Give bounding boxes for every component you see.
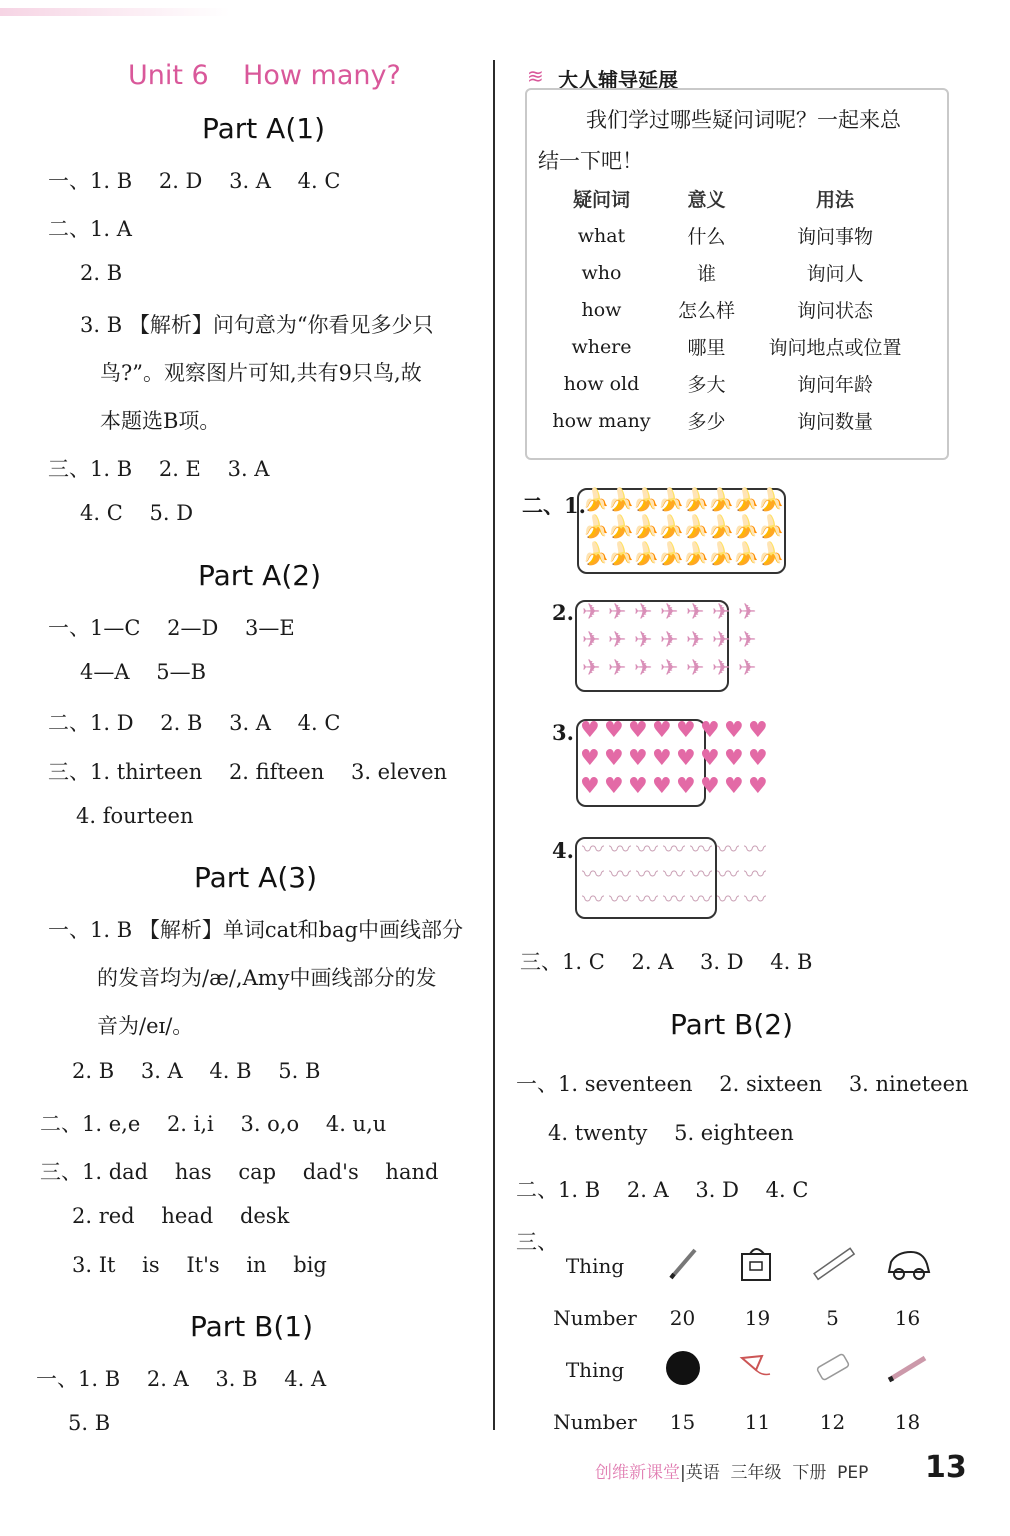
number-cell: 11 [744,1410,771,1434]
number-cell: 5 [826,1306,839,1330]
count-item: 🍌 [732,515,760,540]
word-cell: how many [552,409,651,432]
number-cell: 19 [744,1306,771,1330]
a3-line-2: 的发音均为/æ/,Amy中画线部分的发 [97,966,437,990]
page-number: 13 [925,1450,967,1485]
b2-line-3: 二、1. B 2. A 3. D 4. C [516,1178,809,1202]
usage-cell: 询问年龄 [797,374,874,396]
count-item: 〰 [717,863,740,888]
ruler-icon [795,1240,870,1292]
a1-line-4: 3. B 【解析】问句意为“你看见多少只 [80,313,434,337]
table-row [535,328,925,365]
table-row [535,365,925,402]
count-item: 〰 [609,888,632,913]
count-grid-3 [580,720,780,804]
count-label-1: 二、1. [522,493,586,518]
count-item: ✈ [686,600,705,625]
number-cell: 12 [819,1410,846,1434]
count-item: 🍌 [757,542,785,567]
table-row [535,254,925,291]
word-cell: what [577,224,626,247]
count-grid-4 [582,840,772,914]
col-header-word: 疑问词 [572,189,630,211]
count-item: ♥ [724,718,744,743]
count-item: ✈ [634,600,653,625]
count-item: 〰 [744,863,767,888]
b2-line-2: 4. twenty 5. eighteen [548,1121,794,1145]
page-footer [595,1458,868,1483]
count-item: 〰 [663,838,686,863]
count-item: ✈ [738,656,757,681]
a1-line-8: 4. C 5. D [80,501,194,525]
count-item: 〰 [609,863,632,888]
tip-header-icon: ≋ [527,64,544,88]
count-item: ♥ [676,718,696,743]
a2-line-5: 4. fourteen [76,804,194,828]
count-item: 〰 [582,863,605,888]
usage-cell: 询问事物 [797,226,874,248]
count-label-2: 2. [552,600,574,625]
count-item: 〰 [690,888,713,913]
number-cell: 16 [894,1306,921,1330]
number-cell: 20 [669,1306,696,1330]
number-label: Number [553,1410,637,1434]
tip-header: 大人辅导延展 [558,68,678,92]
ball-icon [645,1344,720,1396]
car-icon [870,1240,945,1292]
count-item: ♥ [676,774,696,799]
column-divider [493,60,495,1430]
count-item: ♥ [580,774,600,799]
col-header-usage: 用法 [816,189,855,211]
count-item: ♥ [652,718,672,743]
tip-intro-1: 我们学过哪些疑问词呢？一起来总 [586,108,901,132]
a1-line-3: 2. B [80,261,123,285]
count-item: ✈ [608,656,627,681]
pencil-icon [645,1240,720,1292]
count-grid-2 [582,602,762,686]
count-item: ✈ [608,600,627,625]
count-item: 🍌 [607,515,635,540]
count-item: ✈ [660,656,679,681]
count-item: ♥ [748,746,768,771]
tip-intro-2: 结一下吧！ [538,149,643,173]
number-cell: 15 [669,1410,696,1434]
count-item: 〰 [690,838,713,863]
crayon-icon [870,1344,945,1396]
count-item: ♥ [700,774,720,799]
a1-line-1: 一、1. B 2. D 3. A 4. C [48,169,341,193]
a2-line-1: 一、1—C 2—D 3—E [48,616,295,640]
count-item: ✈ [712,656,731,681]
count-item: ✈ [712,628,731,653]
footer-subject: |英语 三年级 下册 PEP [680,1463,869,1483]
count-item: ♥ [724,746,744,771]
a3-line-5: 二、1. e,e 2. i,i 3. o,o 4. u,u [40,1112,387,1136]
count-item: ♥ [580,746,600,771]
table-row [535,291,925,328]
meaning-cell: 多少 [687,411,726,433]
right-answer-3: 三、1. C 2. A 3. D 4. B [520,950,813,974]
thing-label: Thing [565,1358,625,1382]
count-item: 🍌 [732,542,760,567]
count-item: ♥ [700,718,720,743]
number-cell: 18 [894,1410,921,1434]
count-item: 🍌 [607,488,635,513]
number-row-1 [545,1292,945,1344]
count-item: ✈ [634,656,653,681]
count-item: 🍌 [632,542,660,567]
number-label: Number [553,1306,637,1330]
count-item: ♥ [652,746,672,771]
count-item: ♥ [628,746,648,771]
count-label-4: 4. [552,838,574,863]
b2-section-3-label: 三、 [516,1230,558,1254]
count-item: 🍌 [657,515,685,540]
word-cell: how old [563,372,640,395]
b1-line-1: 一、1. B 2. A 3. B 4. A [36,1367,327,1391]
count-item: 〰 [582,888,605,913]
part-b2-title: Part B(2) [670,1008,794,1041]
count-item: ✈ [660,600,679,625]
count-item: ♥ [604,718,624,743]
meaning-cell: 哪里 [687,337,726,359]
count-item: 🍌 [732,488,760,513]
word-cell: how [581,298,622,321]
count-item: 🍌 [707,515,735,540]
count-item: 〰 [636,838,659,863]
count-item: 🍌 [657,542,685,567]
part-b1-title: Part B(1) [190,1310,314,1343]
a3-line-8: 3. It is It's in big [72,1253,327,1277]
a3-line-1: 一、1. B 【解析】单词cat和bag中画线部分 [48,918,463,942]
count-item: 〰 [609,838,632,863]
count-item: 🍌 [757,488,785,513]
count-item: 🍌 [632,515,660,540]
question-word-table [535,180,925,439]
meaning-cell: 什么 [687,226,726,248]
a1-line-6: 本题选B项。 [100,409,221,433]
count-item: ♥ [628,774,648,799]
count-item: ♥ [700,746,720,771]
a2-line-3: 二、1. D 2. B 3. A 4. C [48,711,341,735]
count-item: 〰 [744,838,767,863]
count-grid-1 [582,490,792,570]
count-item: 〰 [663,863,686,888]
count-item: 🍌 [707,488,735,513]
footer-brand: 创维新课堂 [595,1463,680,1483]
thing-row-2 [545,1344,945,1396]
thing-number-table [545,1240,945,1448]
usage-cell: 询问人 [806,263,864,285]
usage-cell: 询问地点或位置 [768,337,902,359]
word-cell: who [581,261,622,284]
count-item: 〰 [717,838,740,863]
count-item: ✈ [582,628,601,653]
count-item: 〰 [582,838,605,863]
count-item: ✈ [582,600,601,625]
b2-line-1: 一、1. seventeen 2. sixteen 3. nineteen [516,1072,969,1096]
thing-row-1 [545,1240,945,1292]
table-row [535,402,925,439]
a3-line-7: 2. red head desk [72,1204,290,1228]
count-item: 🍌 [582,488,610,513]
a1-line-7: 三、1. B 2. E 3. A [48,457,270,481]
count-item: 🍌 [682,515,710,540]
part-a2-title: Part A(2) [198,559,321,592]
count-item: 🍌 [657,488,685,513]
count-item: ✈ [738,628,757,653]
count-item: ✈ [738,600,757,625]
count-item: ✈ [608,628,627,653]
a1-line-5: 鸟?”。观察图片可知,共有9只鸟,故 [100,361,422,385]
word-cell: where [571,335,632,358]
a1-line-2: 二、1. A [48,217,132,241]
count-item: ✈ [634,628,653,653]
count-item: ♥ [628,718,648,743]
count-item: ♥ [676,746,696,771]
count-item: 〰 [690,863,713,888]
a3-line-3: 音为/eɪ/。 [97,1014,194,1038]
count-item: 🍌 [682,488,710,513]
part-a1-title: Part A(1) [202,112,325,145]
count-item: ♥ [580,718,600,743]
count-item: ✈ [660,628,679,653]
count-item: 🍌 [582,542,610,567]
count-item: ✈ [582,656,601,681]
meaning-cell: 多大 [687,374,726,396]
a3-line-6: 三、1. dad has cap dad's hand [40,1160,439,1184]
count-item: ♥ [724,774,744,799]
table-row [535,217,925,254]
count-item: 〰 [663,888,686,913]
count-item: 〰 [717,888,740,913]
number-row-2 [545,1396,945,1448]
meaning-cell: 谁 [697,263,717,285]
count-item: ♥ [652,774,672,799]
b1-line-2: 5. B [68,1411,111,1435]
count-item: 🍌 [632,488,660,513]
thing-label: Thing [565,1254,625,1278]
part-a3-title: Part A(3) [194,861,317,894]
a2-line-4: 三、1. thirteen 2. fifteen 3. eleven [48,760,448,784]
col-header-meaning: 意义 [687,189,726,211]
header-decoration [0,8,230,16]
bag-icon [720,1240,795,1292]
count-label-3: 3. [552,720,574,745]
count-item: ♥ [748,774,768,799]
count-item: 〰 [744,888,767,913]
kite-icon [720,1344,795,1396]
count-item: 🍌 [682,542,710,567]
count-item: ✈ [686,628,705,653]
eraser-icon [795,1344,870,1396]
count-item: 🍌 [607,542,635,567]
count-item: 〰 [636,863,659,888]
count-item: ♥ [604,746,624,771]
count-item: ♥ [604,774,624,799]
usage-cell: 询问状态 [797,300,874,322]
count-item: ✈ [712,600,731,625]
count-item: ♥ [748,718,768,743]
meaning-cell: 怎么样 [678,300,736,322]
unit-title: Unit 6 How many? [128,60,401,91]
a2-line-2: 4—A 5—B [80,660,207,684]
count-item: ✈ [686,656,705,681]
usage-cell: 询问数量 [797,411,874,433]
a3-line-4: 2. B 3. A 4. B 5. B [72,1059,321,1083]
count-item: 🍌 [582,515,610,540]
count-item: 🍌 [707,542,735,567]
count-item: 〰 [636,888,659,913]
count-item: 🍌 [757,515,785,540]
